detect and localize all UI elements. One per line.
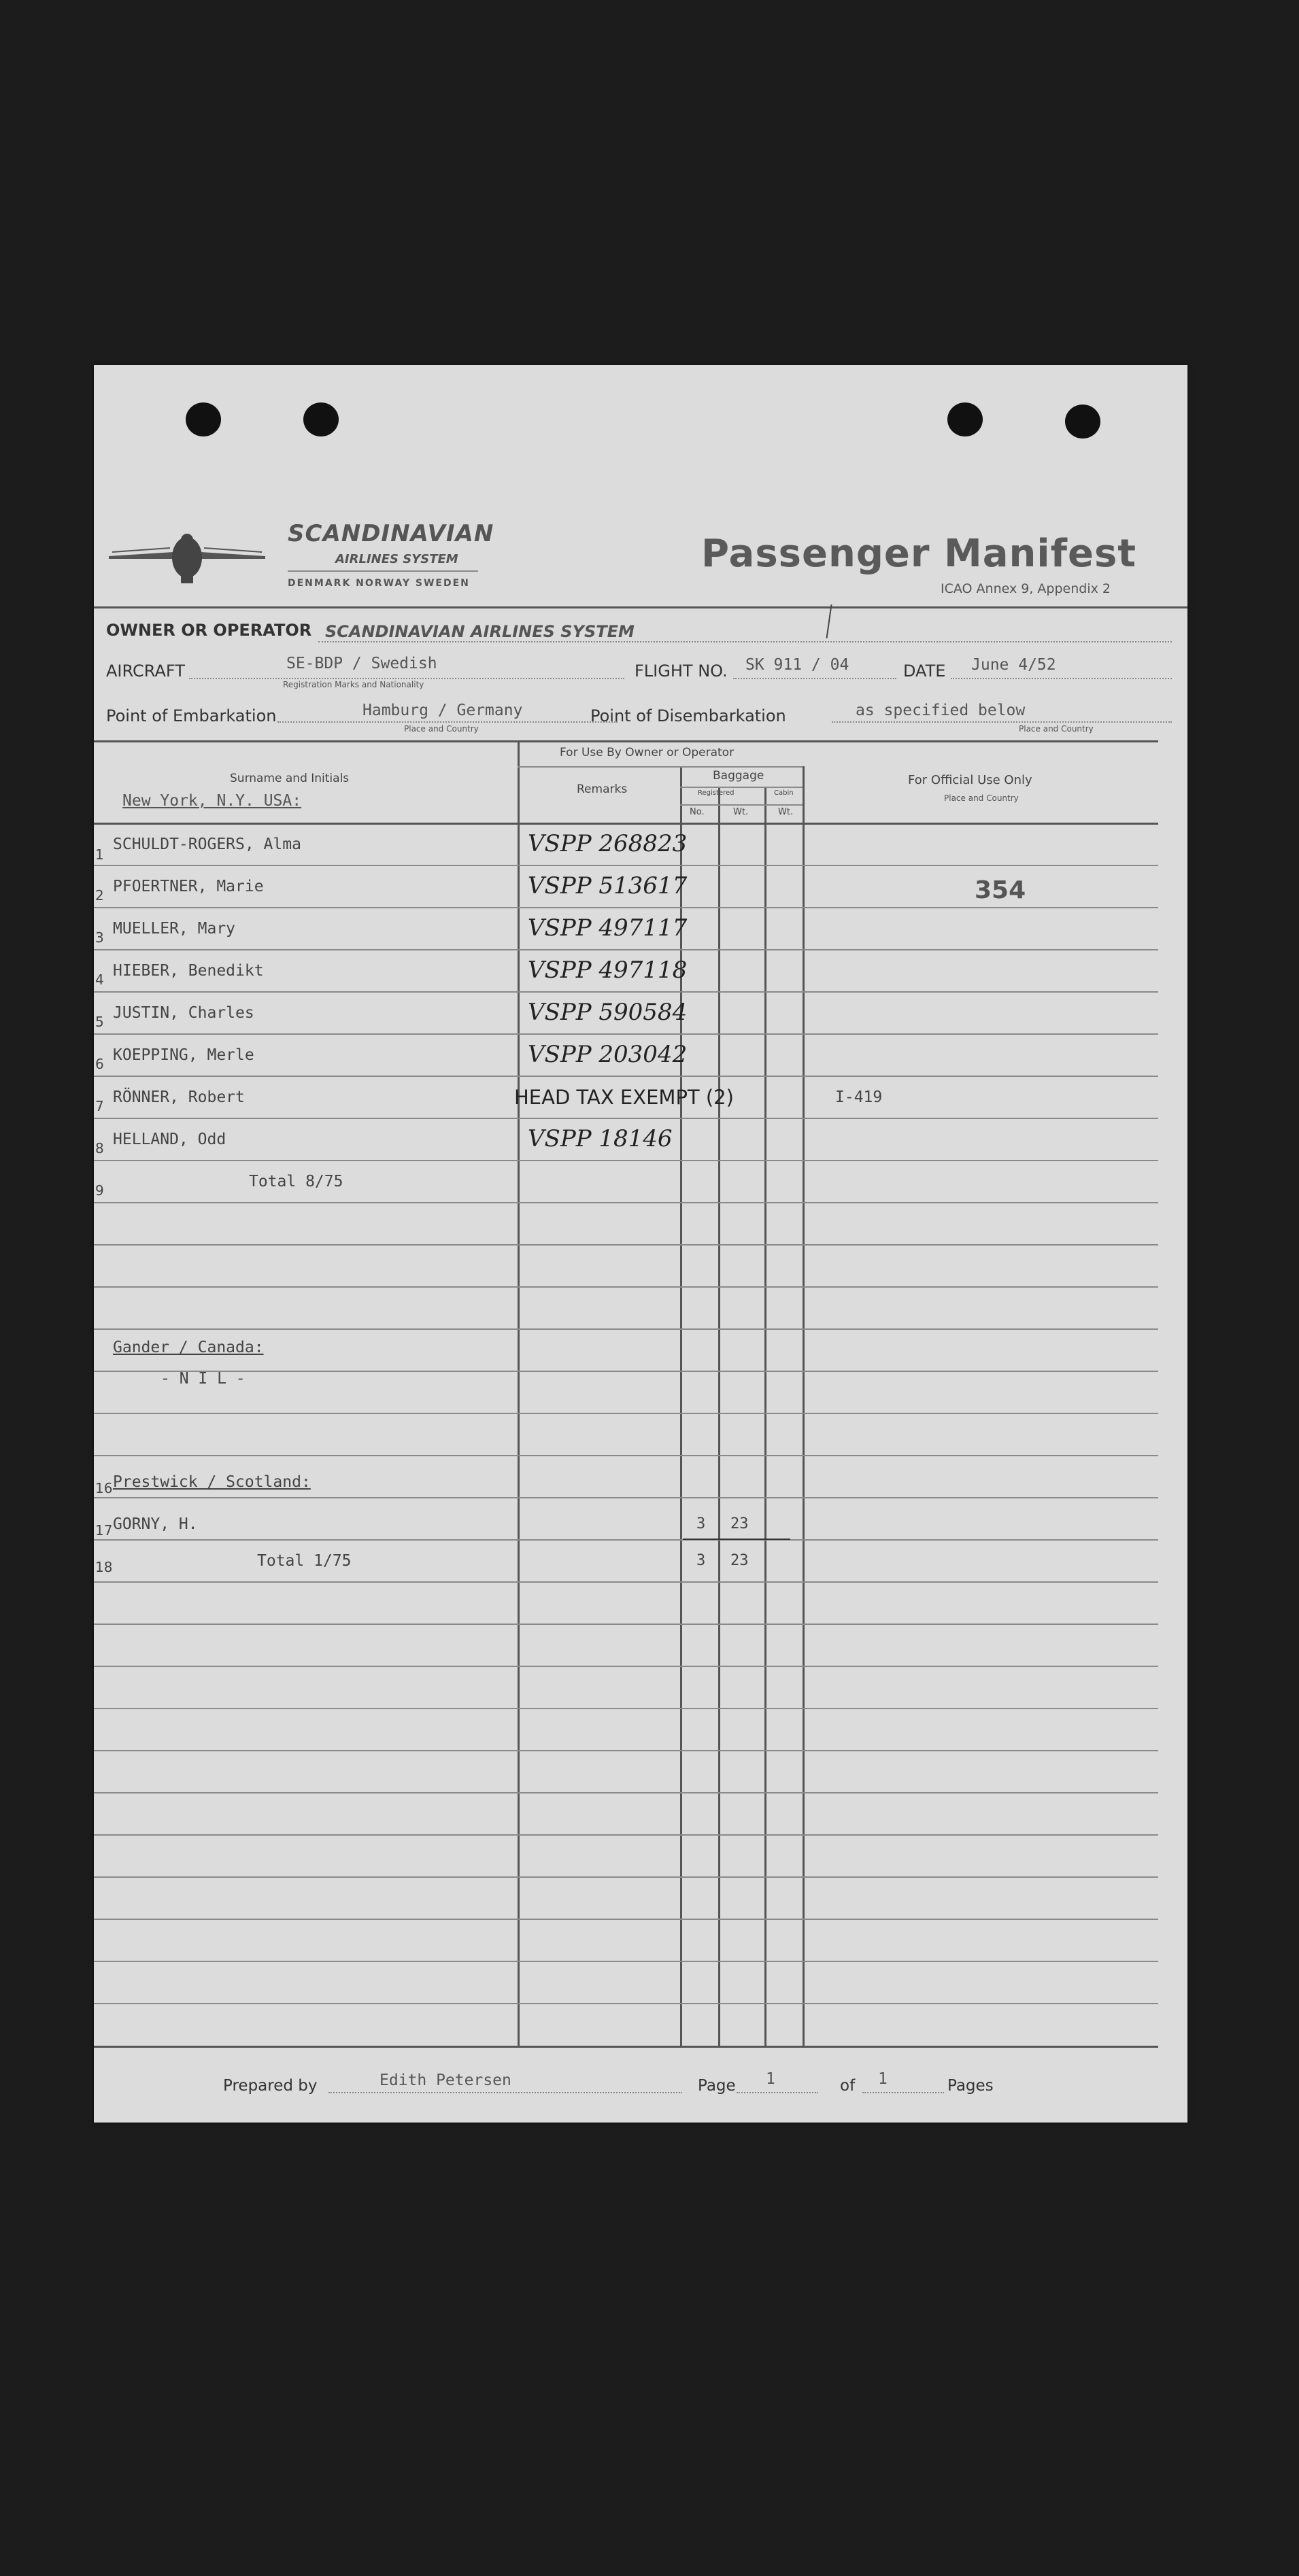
passenger-remark: VSPP 203042: [528, 1041, 688, 1068]
of-value: 1: [878, 2070, 888, 2088]
head-tax-exempt-stamp: HEAD TAX EXEMPT (2): [514, 1086, 734, 1109]
col-header-operator-group: For Use By Owner or Operator: [560, 746, 735, 759]
passenger-remark: VSPP 497118: [528, 957, 688, 984]
embarkation-value: Hamburg / Germany: [362, 702, 523, 719]
table-row-rule: [94, 1919, 1158, 1920]
col-header-no: No.: [690, 807, 705, 817]
section-header-prestwick: Prestwick / Scotland:: [113, 1473, 311, 1491]
table-row-rule: [94, 2003, 1158, 2004]
table-row-rule: [94, 865, 1158, 866]
row-number: 9: [95, 1182, 104, 1199]
passenger-name: PFOERTNER, Marie: [113, 878, 264, 895]
row-number: 8: [95, 1140, 104, 1156]
table-row-rule: [94, 1286, 1158, 1288]
airline-subtitle: AIRLINES SYSTEM: [335, 552, 458, 566]
table-row-rule: [94, 1792, 1158, 1793]
prepared-by-value: Edith Petersen: [379, 2072, 511, 2089]
pages-label: Pages: [947, 2077, 994, 2095]
passenger-name: GORNY, H.: [113, 1515, 198, 1533]
punch-hole: [186, 402, 221, 436]
table-row-rule: [94, 1455, 1158, 1456]
owner-label: OWNER OR OPERATOR: [106, 621, 312, 640]
table-row-rule: [94, 1497, 1158, 1498]
table-row-rule: [94, 1539, 1158, 1541]
passenger-name: HELLAND, Odd: [113, 1131, 226, 1148]
table-row-rule: [94, 1118, 1158, 1119]
airline-countries: DENMARK NORWAY SWEDEN: [288, 578, 470, 589]
table-row-rule: [94, 1076, 1158, 1077]
page-label: Page: [698, 2077, 736, 2095]
row-number: 2: [95, 887, 104, 904]
col-header-cabin-wt: Wt.: [778, 807, 794, 817]
table-row-rule: [94, 1328, 1158, 1330]
passenger-name: RÖNNER, Robert: [113, 1088, 245, 1106]
col-header-wt: Wt.: [733, 807, 749, 817]
row-number: 7: [95, 1098, 104, 1114]
official-code: I-419: [835, 1088, 883, 1106]
flight-label: FLIGHT NO.: [635, 662, 728, 681]
row-number: 4: [95, 972, 104, 988]
manifest-sheet: [94, 365, 1187, 2123]
owner-value: SCANDINAVIAN AIRLINES SYSTEM: [325, 622, 635, 641]
punch-hole: [1065, 405, 1100, 439]
punch-hole: [303, 402, 339, 436]
col-header-baggage: Baggage: [713, 769, 764, 783]
table-row-rule: [94, 991, 1158, 993]
flight-value: SK 911 / 04: [745, 656, 849, 674]
table-row-rule: [94, 1961, 1158, 1962]
section-total: Total 8/75: [249, 1173, 343, 1190]
table-row-rule: [94, 1160, 1158, 1161]
row-number: 16: [95, 1480, 113, 1496]
table-row-rule: [94, 1202, 1158, 1203]
section-header-gander: Gander / Canada:: [113, 1339, 264, 1356]
of-label: of: [840, 2077, 856, 2095]
baggage-weight: 23: [730, 1552, 749, 1569]
row-number: 18: [95, 1559, 113, 1575]
col-header-remarks: Remarks: [577, 783, 628, 796]
col-header-name: Surname and Initials: [230, 772, 350, 785]
document-title: Passenger Manifest: [701, 532, 1137, 576]
col-header-cabin: Cabin: [774, 789, 794, 797]
gander-nil: - N I L -: [161, 1370, 246, 1388]
table-row-rule: [94, 1876, 1158, 1878]
airline-wings-logo-icon: [109, 532, 265, 586]
table-row-rule: [94, 1413, 1158, 1414]
col-header-official: For Official Use Only: [908, 773, 1032, 787]
passenger-name: SCHULDT-ROGERS, Alma: [113, 836, 301, 853]
destination-new-york: New York, N.Y. USA:: [122, 792, 302, 810]
prepared-by-label: Prepared by: [223, 2077, 318, 2095]
baggage-weight: 23: [730, 1515, 749, 1532]
baggage-count: 3: [696, 1552, 706, 1569]
disembarkation-hint: Place and Country: [1019, 724, 1094, 734]
passenger-remark: VSPP 497117: [528, 914, 688, 942]
table-row-rule: [94, 1750, 1158, 1751]
row-number: 5: [95, 1014, 104, 1030]
embarkation-label: Point of Embarkation: [106, 706, 277, 725]
col-header-registered: Registered: [698, 789, 735, 797]
table-row-rule: [94, 1581, 1158, 1583]
pen-mark: [826, 604, 832, 638]
table-row-rule: [94, 1834, 1158, 1836]
date-label: DATE: [903, 662, 946, 681]
disembarkation-value: as specified below: [856, 702, 1026, 719]
passenger-remark: VSPP 513617: [528, 872, 688, 899]
official-count-stamp: 354: [975, 876, 1026, 904]
table-row-rule: [94, 1708, 1158, 1709]
section-total: Total 1/75: [257, 1552, 352, 1570]
col-header-official-hint: Place and Country: [944, 793, 1019, 803]
table-row-rule: [94, 1244, 1158, 1246]
row-number: 17: [95, 1522, 113, 1539]
passenger-name: HIEBER, Benedikt: [113, 962, 264, 980]
aircraft-label: AIRCRAFT: [106, 662, 185, 681]
airline-name: SCANDINAVIAN: [288, 520, 494, 547]
table-row-rule: [94, 907, 1158, 908]
date-value: June 4/52: [971, 656, 1056, 674]
aircraft-value: SE-BDP / Swedish: [286, 655, 437, 672]
row-number: 3: [95, 929, 104, 946]
table-row-rule: [94, 1666, 1158, 1667]
document-reference: ICAO Annex 9, Appendix 2: [941, 581, 1111, 596]
passenger-remark: VSPP 18146: [528, 1125, 673, 1152]
aircraft-hint: Registration Marks and Nationality: [283, 680, 424, 689]
embarkation-hint: Place and Country: [404, 724, 479, 734]
baggage-count: 3: [696, 1515, 706, 1532]
passenger-name: MUELLER, Mary: [113, 920, 236, 938]
table-row-rule: [94, 1033, 1158, 1035]
passenger-remark: VSPP 268823: [528, 830, 688, 857]
passenger-name: KOEPPING, Merle: [113, 1046, 254, 1064]
row-number: 1: [95, 846, 104, 863]
passenger-name: JUSTIN, Charles: [113, 1004, 254, 1022]
row-number: 6: [95, 1056, 104, 1072]
table-row-rule: [94, 1624, 1158, 1625]
table-row-rule: [94, 949, 1158, 950]
disembarkation-label: Point of Disembarkation: [590, 706, 786, 725]
page-value: 1: [766, 2070, 775, 2088]
passenger-remark: VSPP 590584: [528, 999, 688, 1026]
punch-hole: [947, 402, 983, 436]
table-row-rule: [94, 1371, 1158, 1372]
